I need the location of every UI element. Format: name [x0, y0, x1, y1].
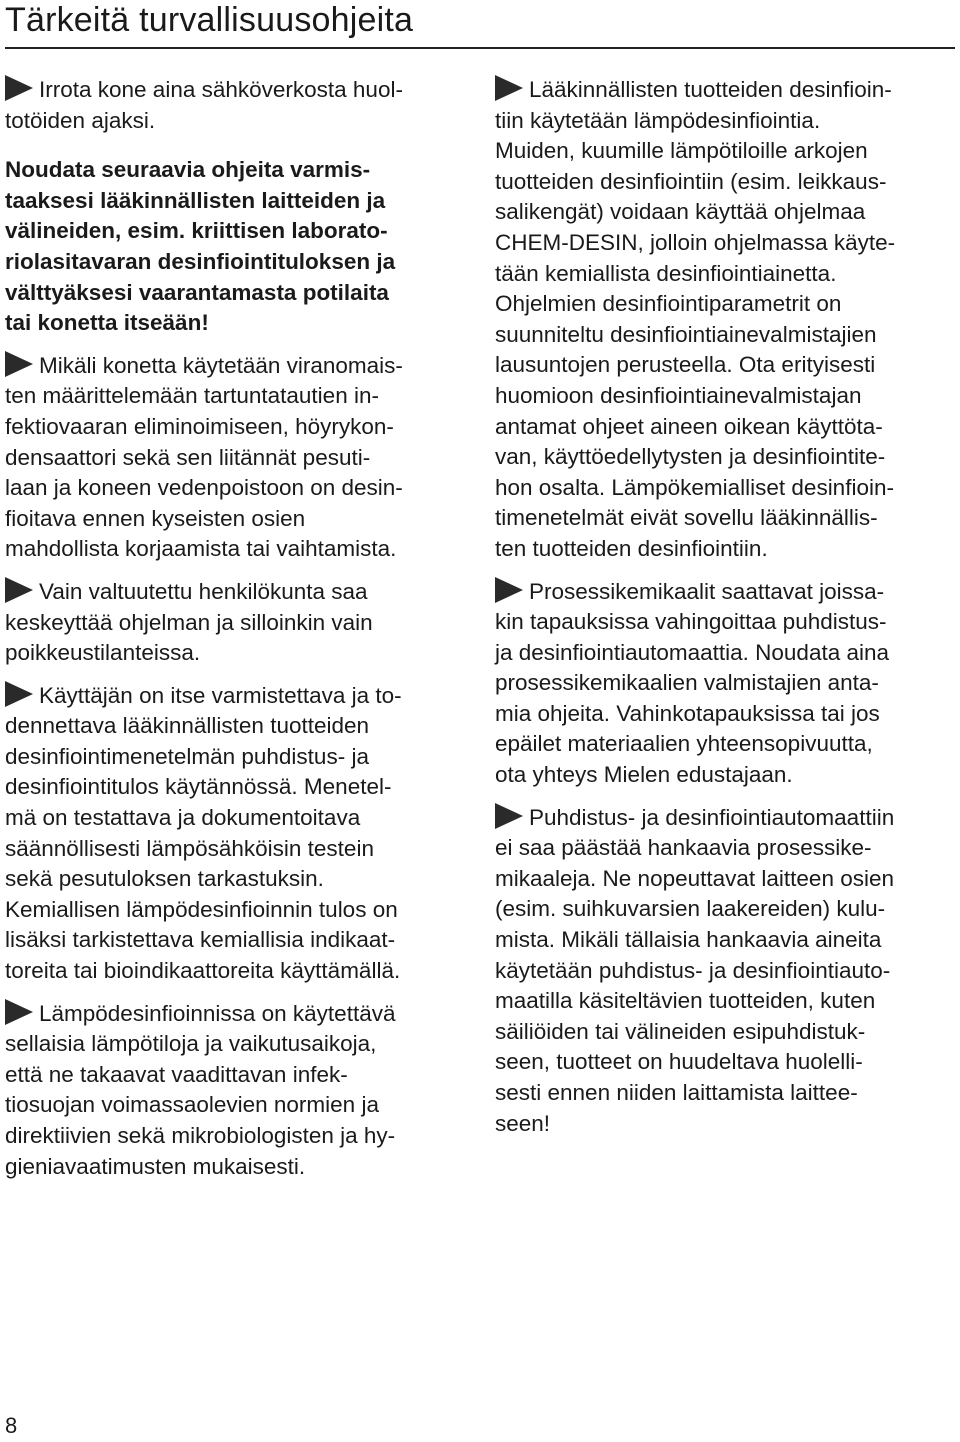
instruction-paragraph [5, 577, 460, 669]
instruction-paragraph [5, 999, 460, 1183]
paragraph-text: Mikäli konetta käytetään viranomais- ten määrittelemään tartuntatautien in- fektiovaaran eliminoimiseen, höyrykon- densaattori sekä sen liitännät pesuti- laan ja koneen vedenpoistoon on desin- fioitava ennen kyseisten osien mahdollista korjaamista tai vaihtamista. [5, 352, 403, 562]
paragraph-text: Vain valtuutettu henkilökunta saa keskeyttää ohjelman ja silloinkin vain poikkeustilanteissa. [5, 578, 373, 666]
arrow-bullet-icon [5, 351, 33, 377]
arrow-bullet-icon [495, 803, 523, 829]
title-divider [5, 47, 955, 49]
right-column [495, 75, 955, 1139]
paragraph-text: Lämpödesinfioinnissa on käytettävä sellaisia lämpötiloja ja vaikutusaikoja, että ne takaavat vaadittavan infek- tiosuojan voimassaolevien normien ja direktiivien sekä mikrobiologisten ja hy- gieniavaatimusten mukaisesti. [5, 1000, 396, 1179]
paragraph-text: Lääkinnällisten tuotteiden desinfioin- tiin käytetään lämpödesinfiointia. Muiden, kuumille lämpötiloille arkojen tuotteiden desinfiointiin (esim. leikkaus- salikengät) voidaan käyttää ohjelmaa CHEM-DESIN, jolloin ohjelmassa käyte- tään kemiallista desinfiointiainetta. Ohjelmien desinfiointiparametrit on suunniteltu desinfiointiainevalmistajien lausuntojen perusteella. Ota erityisesti huomioon desinfiointiainevalmistajan antamat ohjeet aineen oikean käyttöta- van, käyttöedellytysten ja desinfiointite- hon osalta. Lämpökemialliset desinfioin- timenetelmät eivät sovellu lääkinnällis- ten tuotteiden desinfiointiin. [495, 77, 896, 561]
arrow-bullet-icon [5, 681, 33, 707]
arrow-bullet-icon [5, 75, 33, 101]
arrow-bullet-icon [5, 577, 33, 603]
paragraph-text: Irrota kone aina sähköverkosta huol- totöiden ajaksi. [5, 77, 403, 133]
instruction-paragraph [495, 803, 955, 1140]
paragraph-text: Prosessikemikaalit saattavat joissa- kin tapauksissa vahingoittaa puhdistus- ja desinfiointiautomaattia. Noudata aina prosessikemikaalien valmistajien anta- mia ohjeita. Vahinkotapauksissa tai jos epäilet materiaalien yhteensopivuutta, ota yhteys Mielen edustajaan. [495, 578, 890, 788]
paragraph-text: Käyttäjän on itse varmistettava ja to- dennettava lääkinnällisten tuotteiden desinfiointimenetelmän puhdistus- ja desinfiointitulos käytännössä. Menetel- mä on testattava ja dokumentoitava säännöllisesti lämpösähköisin testein sekä pesutuloksen tarkastuksin. Kemiallisen lämpödesinfioinnin tulos on lisäksi tarkistettava kemiallisia indikaat- toreita tai bioindikaattoreita käyttämällä. [5, 682, 402, 984]
left-column [5, 75, 460, 1182]
arrow-bullet-icon [495, 75, 523, 101]
warning-paragraph: Noudata seuraavia ohjeita varmis- taaksesi lääkinnällisten laitteiden ja välineiden, esim. kriittisen laborato- riolasitavaran desinfiointituloksen ja välttyäksesi vaarantamasta potilaita tai konetta itseään! [5, 157, 396, 336]
page-title: Tärkeitä turvallisuusohjeita [5, 1, 414, 39]
paragraph-text: Puhdistus- ja desinfiointiautomaattiin ei saa päästää hankaavia prosessike- mikaaleja. Ne nopeuttavat laitteen osien (esim. suihkuvarsien laakereiden) kulu- mista. Mikäli tällaisia hankaavia aineita käytetään puhdistus- ja desinfiointiauto- maatilla käsiteltävien tuotteiden, kuten säiliöiden tai välineiden esipuhdistuk- seen, tuotteet on huudeltava huolelli- sesti ennen niiden laittamista laittee- seen! [495, 804, 895, 1136]
page-number: 8 [5, 1413, 18, 1438]
instruction-paragraph [5, 75, 460, 136]
instruction-paragraph [5, 681, 460, 987]
instruction-paragraph [495, 75, 955, 565]
arrow-bullet-icon [5, 999, 33, 1025]
arrow-bullet-icon [495, 577, 523, 603]
instruction-paragraph [495, 577, 955, 791]
instruction-paragraph [5, 351, 460, 565]
